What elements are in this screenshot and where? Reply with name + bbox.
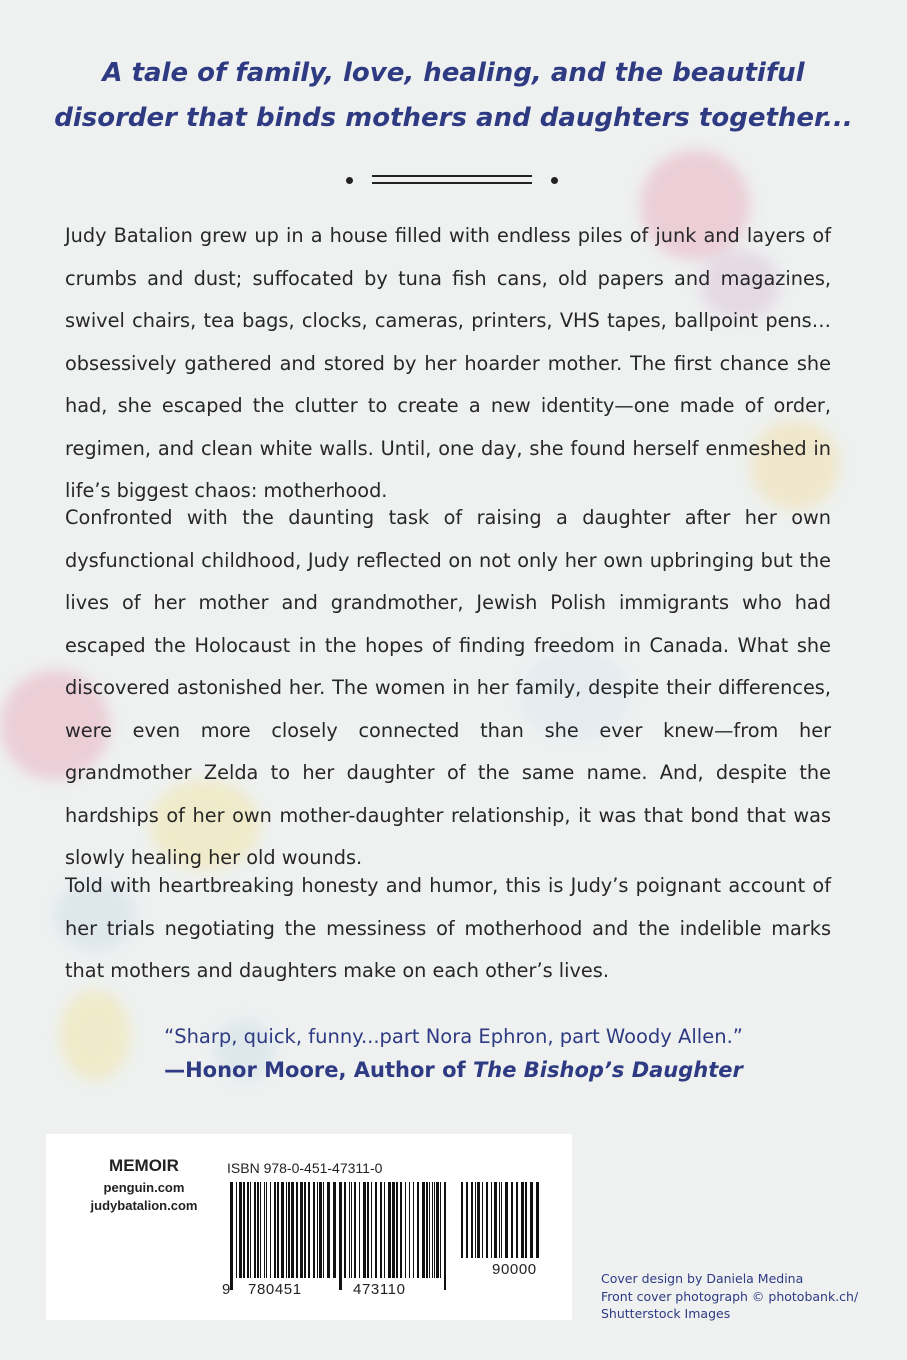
barcode-bar xyxy=(426,1182,428,1278)
barcode-bar xyxy=(313,1182,315,1278)
barcode-bar xyxy=(530,1182,533,1258)
publisher-website: penguin.com xyxy=(103,1180,185,1195)
barcode-bar xyxy=(486,1182,488,1258)
tagline-line-2: disorder that binds mothers and daughters together... xyxy=(54,103,853,133)
cover-credits xyxy=(601,1270,858,1323)
barcode-bar xyxy=(477,1182,480,1258)
barcode-bar xyxy=(317,1182,318,1278)
barcode-bar xyxy=(257,1182,259,1278)
barcode-bar xyxy=(266,1182,267,1278)
barcode-bar xyxy=(482,1182,483,1258)
attribution-author: —Honor Moore, Author of xyxy=(164,1058,473,1082)
barcode-bar xyxy=(521,1182,524,1258)
isbn-label: ISBN 978-0-451-47311-0 xyxy=(227,1160,383,1176)
barcode-bar xyxy=(501,1182,502,1258)
divider-line-top xyxy=(372,175,532,177)
barcode-bar xyxy=(308,1182,310,1278)
barcode-bar xyxy=(422,1182,425,1278)
barcode-bar xyxy=(351,1182,352,1278)
barcode-bar xyxy=(363,1182,366,1278)
barcode-bar xyxy=(505,1182,508,1258)
attribution-book-title: The Bishop’s Daughter xyxy=(472,1058,743,1082)
barcode-bar xyxy=(274,1182,276,1278)
barcode-bar xyxy=(339,1182,342,1290)
category-label: MEMOIR xyxy=(109,1156,179,1175)
barcode-bar xyxy=(525,1182,527,1258)
barcode-bar xyxy=(359,1182,360,1278)
barcode-bar xyxy=(354,1182,356,1278)
barcode-bar xyxy=(367,1182,369,1278)
barcode-bar xyxy=(270,1182,271,1278)
barcode-bar xyxy=(380,1182,382,1278)
barcode-bar xyxy=(344,1182,346,1278)
barcode-bar xyxy=(475,1182,476,1258)
barcode-bar xyxy=(405,1182,406,1278)
barcode-bar xyxy=(516,1182,518,1258)
barcode-bar xyxy=(264,1182,265,1278)
paragraph-text: Judy Batalion grew up in a house filled with endless piles of junk and layers of crumbs and dust; suffocated by tuna fish cans, old papers and magazines, swivel chairs, tea bags, clocks, cameras, printers, VHS tapes, ballpoint pens…obsessively gathered and stored by her hoarder mother. The first chance she had, she escaped the clutter to create a new identity—one made of order, regimen, and clean white walls. Until, one day, she found herself enmeshed in life’s biggest chaos: motherhood. xyxy=(65,224,831,502)
price-barcode xyxy=(461,1182,541,1260)
barcode-bar xyxy=(304,1182,306,1278)
paragraph-text: Confronted with the daunting task of raising a daughter after her own dysfunctional childhood, Judy reflected on not only her own upbringing but the lives of her mother and grandmother, Jewish Polish immigrants who had escaped the Holocaust in the hopes of finding freedom in Canada. What she discovered astonished her. The women in her family, despite their differences, were even more closely connected than she ever knew—from her grandmother Zelda to her daughter of the same name. And, despite the hardships of her own mother-daughter relationship, it was that bond that was slowly healing her old wounds. xyxy=(65,506,831,869)
blurb-quote: “Sharp, quick, funny...part Nora Ephron, part Woody Allen.” xyxy=(164,1025,743,1048)
divider-dot-right xyxy=(551,177,558,184)
barcode-bar xyxy=(333,1182,336,1278)
barcode-bar xyxy=(250,1182,251,1278)
description-paragraph-3 xyxy=(65,865,831,993)
barcode-bar xyxy=(239,1182,242,1278)
barcode-bar xyxy=(254,1182,256,1278)
credit-line-source: Shutterstock Images xyxy=(601,1306,731,1321)
description-paragraph-2 xyxy=(65,497,831,880)
barcode-bar xyxy=(388,1182,391,1278)
divider-line-bottom xyxy=(372,182,532,184)
barcode-bar xyxy=(400,1182,402,1278)
barcode-bar xyxy=(243,1182,245,1278)
barcode-bar xyxy=(432,1182,433,1278)
barcode-bar xyxy=(413,1182,414,1278)
barcode-bar xyxy=(281,1182,284,1278)
barcode-bar xyxy=(471,1182,473,1258)
barcode-bar xyxy=(499,1182,500,1258)
blurb-attribution xyxy=(0,1058,907,1082)
barcode-panel xyxy=(46,1134,572,1320)
barcode-bar xyxy=(511,1182,513,1258)
price-code-digits: 90000 xyxy=(492,1261,537,1278)
paragraph-text: Told with heartbreaking honesty and humor, this is Judy’s poignant account of her trials negotiating the messiness of motherhood and the indelible marks that mothers and daughters make on each other’s lives. xyxy=(65,874,831,982)
barcode-right-digits: 473110 xyxy=(353,1281,406,1298)
barcode-bar xyxy=(371,1182,372,1278)
barcode-bar xyxy=(444,1182,446,1290)
barcode-bar xyxy=(300,1182,303,1278)
barcode-bar xyxy=(434,1182,435,1278)
credit-line-photo: Front cover photograph © photobank.ch/ xyxy=(601,1288,859,1304)
barcode-bar xyxy=(349,1182,350,1278)
barcode-bar xyxy=(417,1182,419,1278)
barcode-left-digits: 780451 xyxy=(248,1281,302,1298)
barcode-bar xyxy=(392,1182,395,1278)
divider-dot-left xyxy=(346,177,353,184)
barcode-bar xyxy=(429,1182,430,1278)
barcode-bar xyxy=(440,1182,441,1278)
barcode-bar xyxy=(247,1182,249,1278)
barcode-bar xyxy=(277,1182,279,1278)
barcode-bar xyxy=(296,1182,298,1278)
barcode-bar xyxy=(494,1182,497,1258)
ornamental-divider xyxy=(346,172,558,188)
barcode-bar xyxy=(461,1182,463,1258)
description-paragraph-1 xyxy=(65,215,831,513)
barcode-bar xyxy=(327,1182,330,1278)
barcode-bar xyxy=(409,1182,410,1278)
author-website: judybatalion.com xyxy=(90,1198,198,1213)
credit-line-design: Cover design by Daniela Medina xyxy=(601,1271,804,1286)
barcode-bar xyxy=(536,1182,539,1258)
barcode-bar xyxy=(286,1182,287,1278)
barcode-bar xyxy=(230,1182,233,1290)
barcode-bar xyxy=(384,1182,385,1278)
barcode-bar xyxy=(491,1182,492,1258)
barcode-bar xyxy=(436,1182,439,1278)
barcode-bar xyxy=(291,1182,294,1278)
barcode-bar xyxy=(375,1182,377,1278)
barcode-bar xyxy=(236,1182,237,1278)
barcode-bar xyxy=(319,1182,322,1278)
tagline-line-1: A tale of family, love, healing, and the beautiful xyxy=(102,58,805,88)
barcode-first-digit: 9 xyxy=(222,1281,231,1298)
barcode-bar xyxy=(288,1182,290,1278)
barcode-bar xyxy=(396,1182,398,1278)
barcode-bar xyxy=(323,1182,324,1278)
barcode-bar xyxy=(466,1182,468,1258)
barcode-bar xyxy=(260,1182,261,1278)
